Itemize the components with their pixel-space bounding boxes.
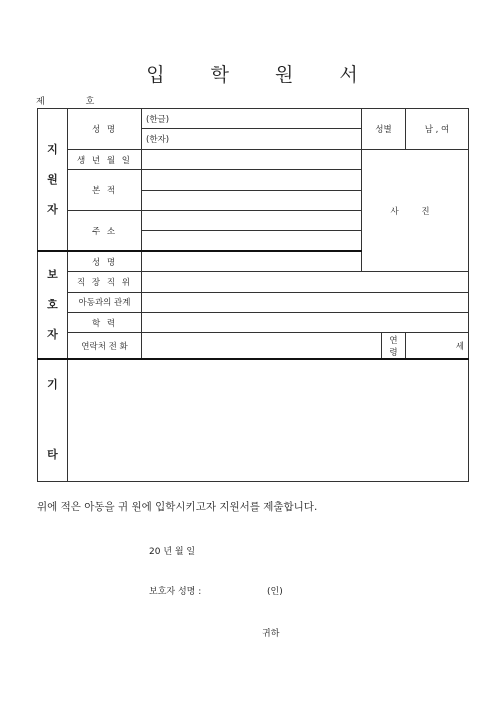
date-line: 20 년 월 일 (149, 547, 196, 557)
education-field[interactable] (142, 313, 469, 333)
address-field-1[interactable] (142, 211, 362, 231)
origin-label: 본 적 (68, 170, 142, 211)
application-form-table (37, 108, 469, 482)
origin-field-1[interactable] (142, 170, 362, 190)
applicant-name-hanja-field[interactable]: (한자) (142, 129, 362, 149)
age-label: 연 령 (382, 333, 406, 359)
applicant-section-label: 지 원 자 (38, 109, 68, 252)
education-label: 학 력 (68, 313, 142, 333)
origin-field-2[interactable] (142, 190, 362, 210)
job-position-field[interactable] (142, 272, 469, 292)
photo-box: 사 진 (362, 149, 469, 271)
relation-field[interactable] (142, 292, 469, 312)
other-section-label: 기 타 (38, 359, 68, 482)
page-title: 입 학 원 서 (146, 64, 378, 86)
address-field-2[interactable] (142, 231, 362, 251)
guardian-name-field[interactable] (142, 251, 362, 271)
seal-mark: (인) (267, 587, 283, 597)
applicant-name-label: 성 명 (68, 109, 142, 150)
doc-number-prefix: 제 (36, 97, 45, 107)
guardian-section-label: 보 호 자 (38, 251, 68, 359)
birth-date-label: 생 년 월 일 (68, 149, 142, 169)
guardian-signature-label: 보호자 성명 : (149, 587, 202, 597)
addressee: 귀하 (262, 629, 280, 639)
age-field[interactable]: 세 (406, 333, 469, 359)
application-statement: 위에 적은 아동을 귀 원에 입학시키고자 지원서를 제출합니다. (37, 501, 318, 513)
relation-label: 아동과의 관계 (68, 292, 142, 312)
applicant-name-korean-field[interactable]: (한글) (142, 109, 362, 129)
gender-value[interactable]: 남 , 여 (406, 109, 469, 150)
address-label: 주 소 (68, 211, 142, 252)
doc-number-suffix: 호 (85, 97, 95, 107)
document-number (36, 94, 94, 107)
other-notes-field[interactable] (68, 359, 469, 482)
contact-phone-label: 연락처 전 화 (68, 333, 142, 359)
gender-label: 성별 (362, 109, 406, 150)
birth-date-field[interactable] (142, 149, 362, 169)
guardian-name-label: 성 명 (68, 251, 142, 271)
contact-phone-field[interactable] (142, 333, 382, 359)
job-position-label: 직 장 직 위 (68, 272, 142, 292)
